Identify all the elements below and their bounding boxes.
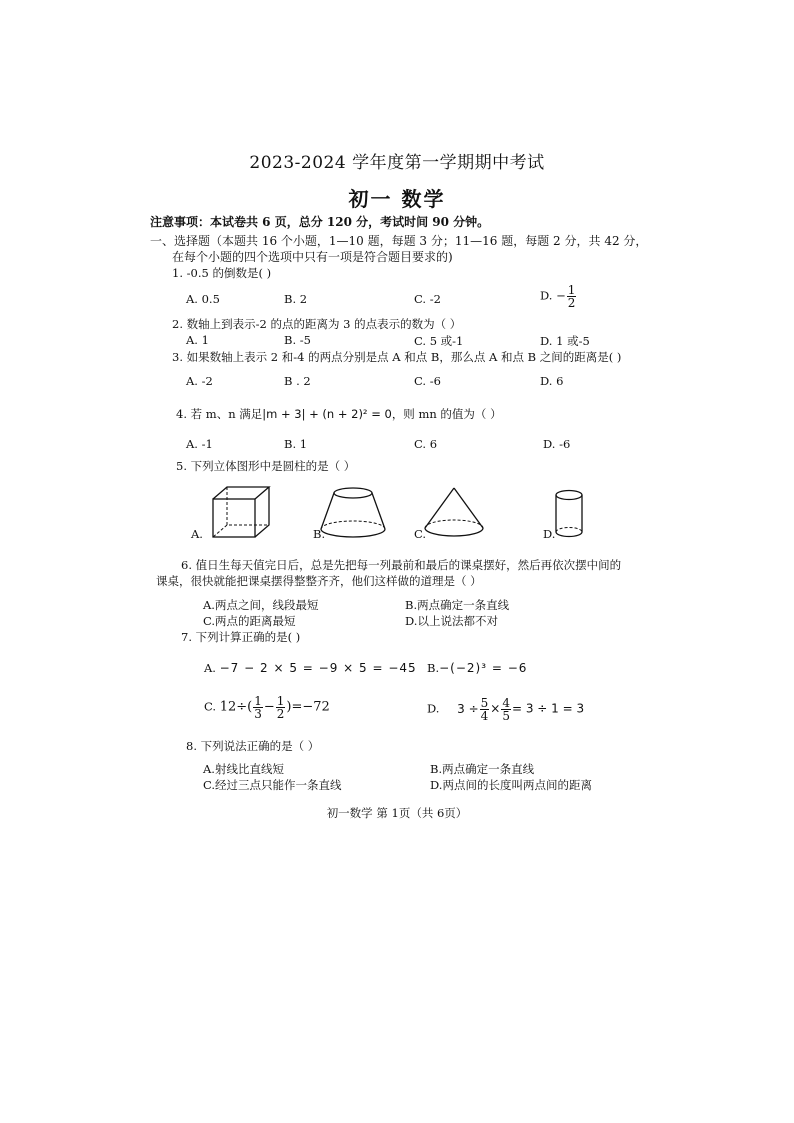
question-6-option-c: C.两点的距离最短 [203,614,296,628]
question-1-option-a: A. 0.5 [186,292,220,306]
question-6-option-a: A.两点之间，线段最短 [203,598,319,612]
numerator: 5 [480,696,489,710]
question-3-option-d: D. 6 [540,374,564,388]
question-6-option-b: B.两点确定一条直线 [405,598,510,612]
question-3-option-c: C. -6 [414,374,441,388]
option-c-label: C. [204,699,217,714]
question-5-option-d: D. [543,527,556,541]
question-4-option-a: A. -1 [186,437,213,451]
question-2-option-d: D. 1 或-5 [540,334,590,348]
question-7-option-a [204,661,417,675]
option-d-label: D. [427,701,440,716]
question-7-option-b [427,661,527,675]
question-7-stem: 7. 下列计算正确的是( ) [181,630,301,644]
option-d-prefix: 3 ÷ [457,701,479,716]
question-1-option-b: B. 2 [284,292,308,306]
cylinder-figure [553,488,585,540]
exam-notice: 注意事项：本试卷共 6 页，总分 120 分，考试时间 90 分钟。 [150,215,490,229]
frustum-figure [318,486,388,540]
option-c-suffix: )=−72 [286,699,330,715]
question-4-stem-prefix: 4. 若 m、n 满足 [176,407,263,421]
page-footer: 初一数学 第 1页（共 6页） [326,806,468,820]
question-1-option-c: C. -2 [414,292,441,306]
section-heading-line1: 一、选择题（本题共 16 个小题，1—10 题，每题 3 分；11—16 题，每题 2 分，共 42 分， [150,234,648,248]
fraction [480,697,490,722]
question-4-condition: |m + 3| + (n + 2)² = 0 [262,407,392,421]
question-8-option-a: A.射线比直线短 [203,762,284,776]
page-subtitle: 初一 数学 [348,187,446,211]
question-4-stem [176,406,502,422]
question-8-option-d: D.两点间的长度叫两点间的距离 [430,778,592,792]
numerator: 1 [567,283,576,297]
option-d-suffix: = 3 ÷ 1 = 3 [511,701,585,716]
question-8-option-c: C.经过三点只能作一条直线 [203,778,342,792]
question-2-option-c: C. 5 或-1 [414,334,464,348]
section-heading-line2: 在每个小题的四个选项中只有一项是符合题目要求的) [172,250,453,264]
numerator: 1 [254,694,262,708]
question-4-stem-suffix: ，则 mn 的值为（ ） [391,407,502,421]
question-7-option-d [427,697,584,722]
page-title: 2023-2024 学年度第一学期期中考试 [249,153,545,173]
question-1-stem: 1. -0.5 的倒数是( ) [172,266,272,280]
denominator: 5 [502,709,510,723]
question-8-option-b: B.两点确定一条直线 [430,762,535,776]
minus-sign: − [263,699,275,715]
cube-figure [210,485,272,540]
question-8-stem: 8. 下列说法正确的是（ ） [186,739,320,753]
question-7-option-c [204,695,330,720]
fraction [567,284,577,309]
question-5-option-b: B. [313,527,326,541]
question-4-option-c: C. 6 [414,437,438,451]
option-a-expression: −7 − 2 × 5 = −9 × 5 = −45 [219,661,417,675]
fraction [276,695,286,720]
numerator: 4 [502,696,510,710]
question-3-stem: 3. 如果数轴上表示 2 和-4 的两点分别是点 A 和点 B，那么点 A 和点 B 之间的距离是( ) [172,350,622,364]
times-sign: × [490,701,501,716]
question-2-option-b: B. -5 [284,333,311,347]
question-6-option-d: D.以上说法都不对 [405,614,498,628]
question-4-option-d: D. -6 [543,437,571,451]
minus-sign: − [556,288,566,303]
question-6-stem-line2: 课桌，很快就能把课桌摆得整整齐齐，他们这样做的道理是（ ） [156,574,482,588]
question-6-stem-line1: 6. 值日生每天值完日后，总是先把每一列最前和最后的课桌摆好，然后再依次摆中间的 [181,558,622,572]
question-2-stem: 2. 数轴上到表示-2 的点的距离为 3 的点表示的数为（ ） [172,317,462,331]
question-3-option-a: A. -2 [186,374,213,388]
numerator: 1 [276,694,285,708]
denominator: 4 [480,709,489,723]
question-3-option-b: B . 2 [284,374,311,388]
question-4-option-b: B. 1 [284,437,308,451]
cone-figure [423,486,485,542]
denominator: 2 [276,707,285,721]
option-c-prefix: 12÷( [219,699,253,715]
question-1-option-d [540,284,577,309]
question-5-option-c: C. [414,527,427,541]
denominator: 3 [254,707,262,721]
question-5-stem: 5. 下列立体图形中是圆柱的是（ ） [176,459,356,473]
option-d-label: D. [540,288,553,303]
question-5-option-a: A. [191,527,203,541]
question-2-option-a: A. 1 [186,333,209,347]
option-b-expression: −(−2)³ = −6 [439,661,528,675]
fraction [501,697,511,722]
option-a-label: A. [204,661,216,675]
option-b-label: B. [427,661,440,675]
fraction [253,695,263,720]
denominator: 2 [567,296,576,310]
